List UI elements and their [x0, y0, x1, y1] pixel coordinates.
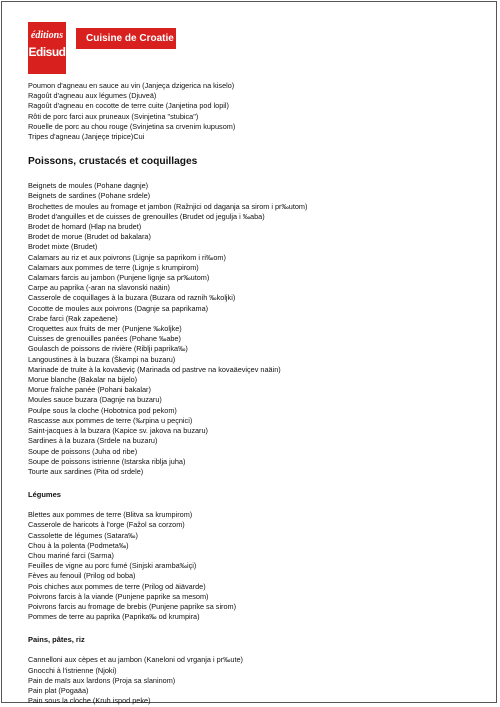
list-item: Gnocchi à l'istrienne (Njoki) — [28, 665, 117, 675]
list-item: Beignets de moules (Pohane dagnje) — [28, 181, 149, 191]
list-item: Fèves au fenouil (Prilog od boba) — [28, 571, 136, 581]
list-item: Brodet mixte (Brudet) — [28, 242, 98, 252]
list-item: Crabe farci (Rak zapeäene) — [28, 313, 118, 323]
list-item: Brodet d'anguilles et de cuisses de grenouilles (Brudet od jegulja i ‰aba) — [28, 211, 265, 221]
list-item: Ragoût d'agneau aux légumes (Djuveä) — [28, 91, 157, 101]
recipe-index — [28, 81, 478, 706]
list-item: Casserole de haricots à l'orge (Fažol sa corzom) — [28, 520, 185, 530]
list-item: Poulpe sous la cloche (Hobotnica pod pekom) — [28, 405, 177, 415]
list-item: Pois chiches aux pommes de terre (Prilog od äiävarde) — [28, 581, 206, 591]
book-title-banner: Cuisine de Croatie — [76, 28, 176, 49]
list-item: Brochettes de moules au fromage et jambon (Ražnjici od daganja sa sirom i pr‰utom) — [28, 201, 308, 211]
section-list-fish — [28, 181, 478, 477]
list-item: Feuilles de vigne au porc fumé (Sinjski aramba‰içi) — [28, 561, 197, 571]
list-item: Beignets de sardines (Pohane srdele) — [28, 191, 151, 201]
list-item: Morue blanche (Bakalar na bijelo) — [28, 375, 138, 385]
list-item: Chou à la polenta (Podmeta‰) — [28, 540, 129, 550]
list-item: Langoustines à la buzara (Škampi na buzaru) — [28, 354, 176, 364]
list-item: Brodet de morue (Brudet od bakalara) — [28, 232, 151, 242]
list-item: Sardines à la buzara (Srdele na buzaru) — [28, 436, 158, 446]
list-item: Calamars au riz et aux poivrons (Lignje sa paprikom i ri‰om) — [28, 252, 226, 262]
list-item: Pain sous la cloche (Kruh ispod peke) — [28, 696, 151, 706]
list-item: Cuisses de grenouilles panées (Pohane ‰abe) — [28, 334, 181, 344]
list-item: Marinade de truite à la kovaäeviç (Marinada od pastrve na kovaäeviçev naäin) — [28, 364, 281, 374]
list-item: Croquettes aux fruits de mer (Punjene ‰koljke) — [28, 324, 182, 334]
list-item: Carpe au paprika (-aran na slavonski naäin) — [28, 283, 170, 293]
list-item: Cassolette de légumes (Satara‰) — [28, 530, 138, 540]
section-list-vegetables — [28, 510, 478, 622]
section-list-breads — [28, 655, 478, 706]
list-item: Pain de maïs aux lardons (Proja sa slaninom) — [28, 675, 176, 685]
list-item: Soupe de poissons (Juha od ribe) — [28, 446, 138, 456]
list-item: Ragoût d'agneau en cocotte de terre cuite (Janjetina pod lopil) — [28, 101, 229, 111]
list-item: Moules sauce buzara (Dagnje na buzaru) — [28, 395, 162, 405]
list-item: Tripes d'agneau (Janjeçe tripice)Cui — [28, 132, 145, 142]
list-item: Poumon d'agneau en sauce au vin (Janjeça dzigerica na kiselo) — [28, 81, 235, 90]
list-item: Saint-jacques à la buzara (Kapice sv. jakova na buzaru) — [28, 426, 208, 436]
list-item: Goulasch de poissons de rivière (Riblji paprika‰) — [28, 344, 188, 354]
list-item: Calamars aux pommes de terre (Lignje s krumpirom) — [28, 262, 199, 272]
list-item: Cannelloni aux cèpes et au jambon (Kaneloni od vrganja i pr‰ute) — [28, 655, 243, 665]
list-item: Poivrons farcis à la viande (Punjene paprike sa mesom) — [28, 591, 209, 601]
list-item: Pain plat (Pogaäa) — [28, 685, 89, 695]
list-item: Blettes aux pommes de terre (Blitva sa krumpirom) — [28, 510, 193, 520]
list-item: Brodet de homard (Hlap na brudet) — [28, 222, 142, 232]
list-item: Calamars farcis au jambon (Punjene lignje sa pr‰utom) — [28, 273, 210, 283]
list-item: Rôti de porc farci aux pruneaux (Svinjetina "stubica") — [28, 111, 199, 121]
list-item: Chou mariné farci (Sarma) — [28, 550, 114, 560]
list-item: Casserole de coquillages à la buzara (Buzara od raznih ‰koljki) — [28, 293, 236, 303]
logo-small-text: éditions — [30, 30, 64, 41]
list-item: Rouelle de porc au chou rouge (Svinjetina sa crvenim kupusom) — [28, 121, 236, 131]
section-heading-fish: Poissons, crustacés et coquillages — [28, 156, 198, 168]
list-item: Pommes de terre au paprika (Paprika‰ od krumpira) — [28, 612, 200, 622]
list-item: Rascasse aux pommes de terre (‰rpina u peçnici) — [28, 415, 193, 425]
intro-list — [28, 81, 478, 142]
document-page — [1, 1, 497, 706]
section-heading-vegetables: Légumes — [28, 490, 61, 500]
section-heading-breads: Pains, pâtes, riz — [28, 635, 85, 645]
list-item: Tourte aux sardines (Pita od srdele) — [28, 466, 144, 476]
list-item: Poivrons farcis au fromage de brebis (Punjene paprike sa sirom) — [28, 601, 237, 611]
list-item: Morue fraîche panée (Pohani bakalar) — [28, 385, 151, 395]
list-item: Soupe de poissons istrienne (Istarska riblja juha) — [28, 456, 186, 466]
logo-big-text: Edisud — [28, 45, 66, 59]
list-item: Cocotte de moules aux poivrons (Dagnje sa paprikama) — [28, 303, 209, 313]
publisher-logo — [28, 22, 66, 74]
